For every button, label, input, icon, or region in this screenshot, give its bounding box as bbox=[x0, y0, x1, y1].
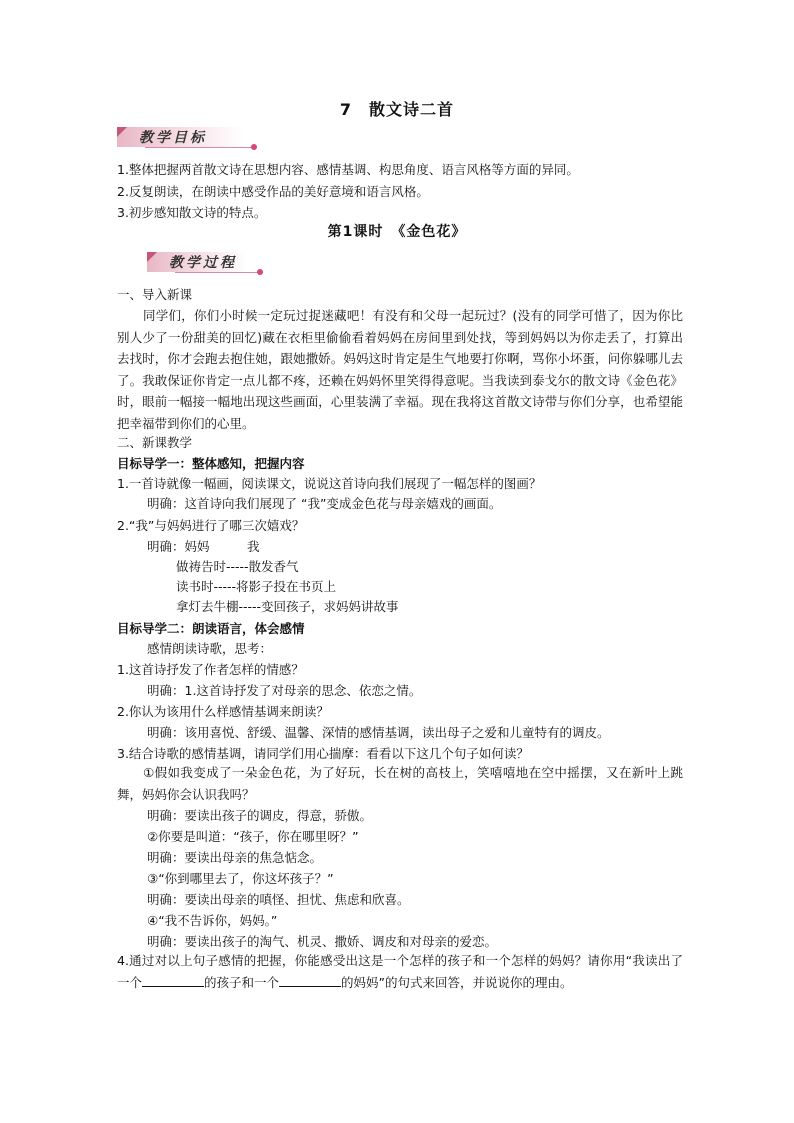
question: 2.“我”与妈妈进行了哪三次嬉戏？ bbox=[117, 518, 305, 533]
section-heading: 二、新课教学 bbox=[117, 435, 193, 450]
intro-paragraph: 同学们，你们小时候一定玩过捉迷藏吧！有没有和父母一起玩过？(没有的同学可惜了，因为你比别人少了一份甜美的回忆)藏在衣柜里偷偷看着妈妈在房间里到处找，等到妈妈以为你走丢了，打算出去找时，你才会跑去抱住她，跟她撒娇。妈妈这时肯定是生气地要打你啊，骂你小坏蛋，问你躲哪儿去了。我敢保证你肯定一点儿都不疼，还赖在妈妈怀里笑得得意呢。当我读到泰戈尔的散文诗《金色花》时，眼前一幅接一幅地出现这些画面，心里装满了幸福。现在我将这首散文诗带与你们分享，也希望能把幸福带到你们的心里。 bbox=[117, 308, 683, 431]
guide-heading: 目标导学二：朗读语言，体会感情 bbox=[117, 621, 305, 636]
badge-corner-mark bbox=[117, 127, 127, 137]
question: 1.这首诗抒发了作者怎样的情感？ bbox=[117, 662, 304, 677]
badge-label: 教学过程 bbox=[169, 255, 237, 271]
question-with-blanks bbox=[117, 950, 683, 993]
section-heading: 一、导入新课 bbox=[117, 287, 193, 302]
badge-underline bbox=[145, 147, 255, 148]
badge-corner-mark bbox=[147, 252, 157, 262]
answer: 明确：要读出母亲的嗔怪、担忧、焦虑和欣喜。 bbox=[147, 892, 410, 907]
question-text: 的孩子和一个 bbox=[204, 974, 280, 990]
sentence-item: ②你要是叫道：“孩子，你在哪里呀？” bbox=[147, 829, 359, 844]
answer: 明确：该用喜悦、舒缓、温馨、深情的感情基调，读出母子之爱和儿童特有的调皮。 bbox=[147, 725, 610, 740]
answer-line: 拿灯去牛棚-----变回孩子，求妈妈讲故事 bbox=[176, 599, 399, 614]
answer: 明确：妈妈 我 bbox=[147, 539, 260, 554]
badge-dot-icon bbox=[257, 269, 263, 275]
question: 2.你认为该用什么样感情基调来朗读？ bbox=[117, 704, 329, 719]
question-text: 的妈妈”的句式来回答，并说说你的理由。 bbox=[341, 974, 573, 990]
page-title: 7 散文诗二首 bbox=[339, 100, 455, 119]
answer: 明确：要读出母亲的焦急惦念。 bbox=[147, 850, 323, 865]
fill-blank bbox=[279, 974, 341, 987]
section-badge-goals bbox=[117, 125, 257, 151]
answer-line: 做祷告时-----散发香气 bbox=[176, 559, 299, 574]
badge-dot-icon bbox=[251, 144, 257, 150]
guide-heading: 目标导学一：整体感知，把握内容 bbox=[117, 456, 305, 471]
goal-item: 2.反复朗读，在朗读中感受作品的美好意境和语言风格。 bbox=[117, 184, 429, 199]
sentence-item: ①假如我变成了一朵金色花，为了好玩，长在树的高枝上，笑嘻嘻地在空中摇摆，又在新叶上跳舞，妈妈你会认识我吗？ bbox=[117, 765, 683, 802]
answer: 明确：要读出孩子的淘气、机灵、撒娇、调皮和对母亲的爱恋。 bbox=[147, 934, 498, 949]
question-text: 4.通过对以上句子感情的把握，你能感受出这是一个怎样的孩子和一个怎样的妈妈？请你用“我读出了一个 bbox=[117, 953, 683, 990]
answer: 明确：这首诗向我们展现了 “我”变成金色花与母亲嬉戏的画面。 bbox=[147, 496, 502, 511]
answer-line: 读书时-----将影子投在书页上 bbox=[176, 579, 337, 594]
sentence-item: ③“你到哪里去了，你这坏孩子？” bbox=[147, 871, 334, 886]
question: 1.一首诗就像一幅画，阅读课文，说说这首诗向我们展现了一幅怎样的图画？ bbox=[117, 476, 542, 491]
answer: 明确：要读出孩子的调皮，得意，骄傲。 bbox=[147, 808, 373, 823]
question: 3.结合诗歌的感情基调，请同学们用心揣摩：看看以下这几个句子如何读？ bbox=[117, 746, 529, 761]
badge-underline bbox=[175, 272, 263, 273]
fill-blank bbox=[142, 974, 204, 987]
badge-label: 教学目标 bbox=[139, 130, 207, 146]
answer: 明确：1.这首诗抒发了对母亲的思念、依恋之情。 bbox=[147, 683, 422, 698]
goal-item: 1.整体把握两首散文诗在思想内容、感情基调、构思角度、语言风格等方面的异同。 bbox=[117, 162, 579, 177]
goal-item: 3.初步感知散文诗的特点。 bbox=[117, 205, 267, 220]
section-badge-process bbox=[147, 250, 267, 276]
lesson-title: 第1课时 《金色花》 bbox=[327, 224, 467, 240]
guide-subtext: 感情朗读诗歌，思考： bbox=[147, 641, 273, 656]
sentence-item: ④“我不告诉你，妈妈。” bbox=[147, 913, 278, 928]
